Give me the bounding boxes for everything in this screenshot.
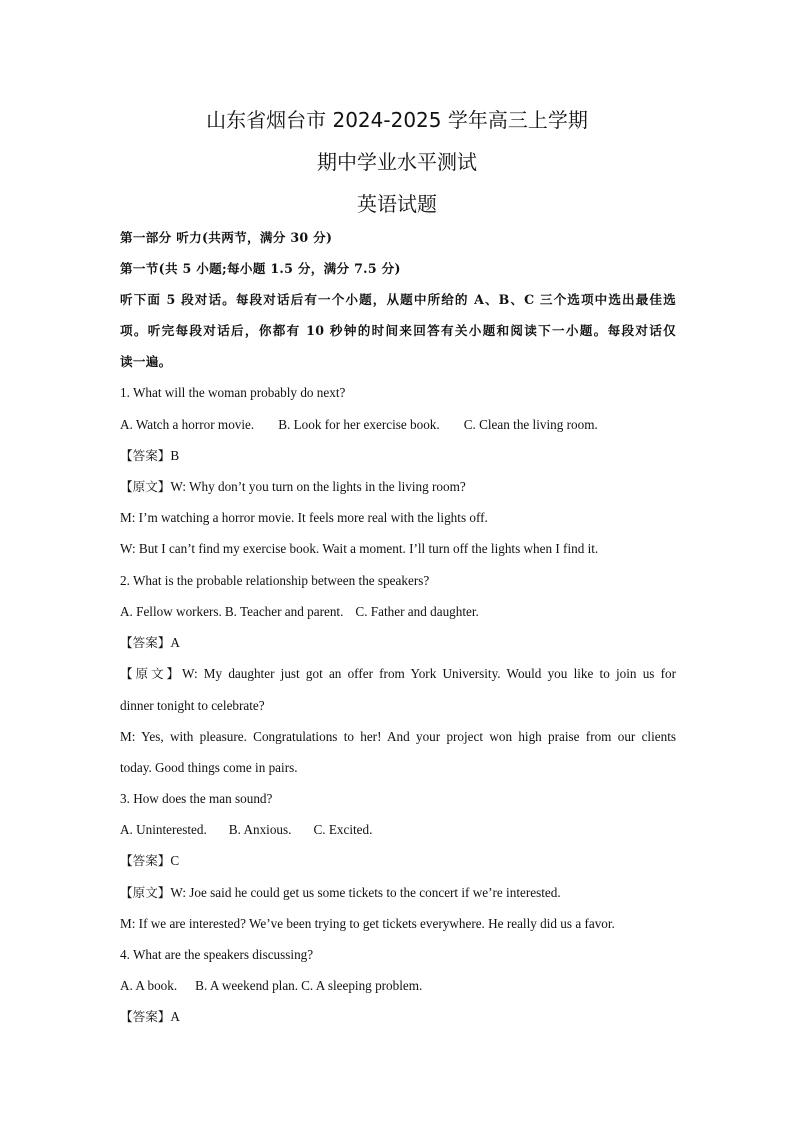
answer-value: A [170,635,180,650]
question-2-options [120,603,676,621]
script-1-line-1 [120,478,676,496]
script-2-line-2: dinner tonight to celebrate? [120,698,265,713]
answer-4 [120,1008,676,1026]
answer-2 [120,634,676,652]
question-3-options [120,821,676,839]
exam-subject-title: 英语试题 [357,192,437,216]
question-4-options [120,977,676,995]
instruction-line-2: 项。听完每段对话后，你都有 10 秒钟的时间来回答有关小题和阅读下一小题。每段对话仅 [120,323,676,338]
option-b: B. Anxious. [228,822,292,837]
script-text: W: Why don’t you turn on the lights in the living room? [170,479,466,494]
answer-value: C [170,853,180,868]
answer-value: B [170,448,180,463]
script-2-line-3: M: Yes, with pleasure. Congratulations to her! And your project won high praise from our clients [120,729,676,744]
answer-label: 【答案】 [120,1009,171,1024]
instruction-line-3: 读一遍。 [120,354,172,369]
script-label: 【原文】 [120,666,182,681]
exam-title-line1: 山东省烟台市 2024-2025 学年高三上学期 [206,108,588,132]
option-a: A. Uninterested. [120,822,207,837]
option-a: A. Watch a horror movie. [120,417,255,432]
question-4: 4. What are the speakers discussing? [120,947,314,962]
script-1-line-2: M: I’m watching a horror movie. It feels more real with the lights off. [120,510,488,525]
answer-label: 【答案】 [120,448,171,463]
script-2-line-1 [120,665,676,683]
answer-label: 【答案】 [120,853,171,868]
option-c: C. Father and daughter. [355,604,479,619]
exam-title-line2: 期中学业水平测试 [317,150,477,174]
answer-1 [120,447,676,465]
answer-value: A [170,1009,180,1024]
answer-label: 【答案】 [120,635,171,650]
script-label: 【原文】 [120,885,171,900]
script-label: 【原文】 [120,479,171,494]
script-3-line-1 [120,884,676,902]
subsection-heading: 第一节(共 5 小题;每小题 1.5 分，满分 7.5 分) [120,261,401,276]
option-c: C. Excited. [313,822,373,837]
answer-3 [120,852,676,870]
option-c: C. Clean the living room. [463,417,598,432]
instruction-line-1: 听下面 5 段对话。每段对话后有一个小题，从题中所给的 A、B、C 三个选项中选出最佳选 [120,292,676,307]
script-text: W: Joe said he could get us some tickets to the concert if we’re interested. [170,885,561,900]
option-c: C. A sleeping problem. [301,978,423,993]
question-3: 3. How does the man sound? [120,791,273,806]
question-1: 1. What will the woman probably do next? [120,385,346,400]
part-heading: 第一部分 听力(共两节，满分 30 分) [120,230,333,245]
question-1-options [120,416,676,434]
script-2-line-4: today. Good things come in pairs. [120,760,298,775]
option-b: B. Teacher and parent. [224,604,344,619]
option-b: B. A weekend plan. [195,978,299,993]
question-2: 2. What is the probable relationship between the speakers? [120,573,430,588]
script-text: W: My daughter just got an offer from York University. Would you like to join us for [181,666,677,681]
option-b: B. Look for her exercise book. [278,417,440,432]
script-3-line-2: M: If we are interested? We’ve been trying to get tickets everywhere. He really did us a favor. [120,916,615,931]
option-a: A. A book. [120,978,178,993]
option-a: A. Fellow workers. [120,604,222,619]
script-1-line-3: W: But I can’t find my exercise book. Wait a moment. I’ll turn off the lights when I find it. [120,541,599,556]
